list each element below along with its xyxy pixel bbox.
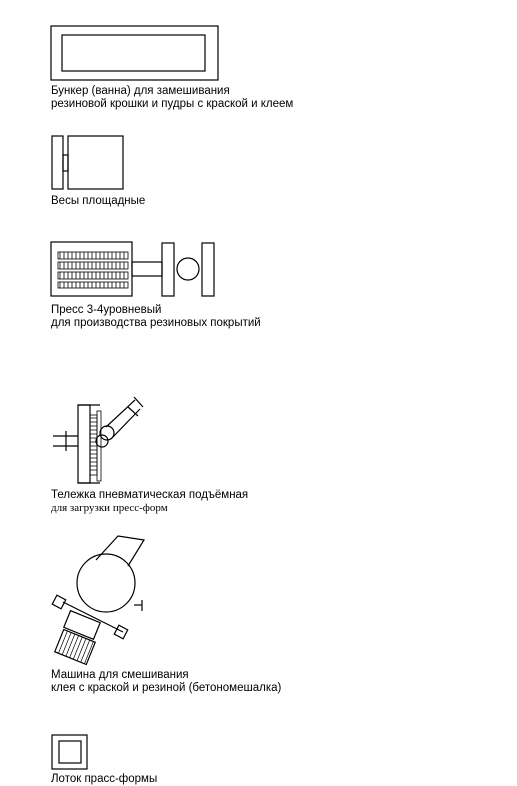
caption-pneumatic-cart (51, 489, 248, 515)
caption-mold-tray (51, 773, 157, 786)
caption-line: резиновой крошки и пудры с краской и клеем (51, 98, 294, 110)
caption-line: Машина для смешивания (51, 669, 189, 681)
caption-line: Тележка пневматическая подъёмная (51, 489, 249, 501)
pneumatic-cart-icon (53, 397, 143, 483)
caption-bunker (51, 85, 293, 111)
caption-line: Лоток прасс-формы (51, 773, 158, 785)
caption-scales (51, 195, 145, 208)
caption-line: Пресс 3-4уровневый (51, 304, 162, 316)
caption-line: Бункер (ванна) для замешивания (51, 85, 230, 97)
caption-line: Весы площадные (51, 195, 146, 207)
caption-line: клея с краской и резиной (бетономешалка) (51, 682, 282, 694)
caption-mixer (51, 669, 281, 695)
caption-press (51, 304, 261, 330)
press-icon (51, 242, 214, 296)
caption-line: для производства резиновых покрытий (51, 317, 261, 329)
mixer-icon (52, 536, 144, 664)
caption-line: для загрузки пресс-форм (51, 502, 168, 514)
mold-tray-icon (52, 735, 87, 769)
bunker-icon (51, 26, 218, 80)
scales-icon (52, 136, 123, 189)
